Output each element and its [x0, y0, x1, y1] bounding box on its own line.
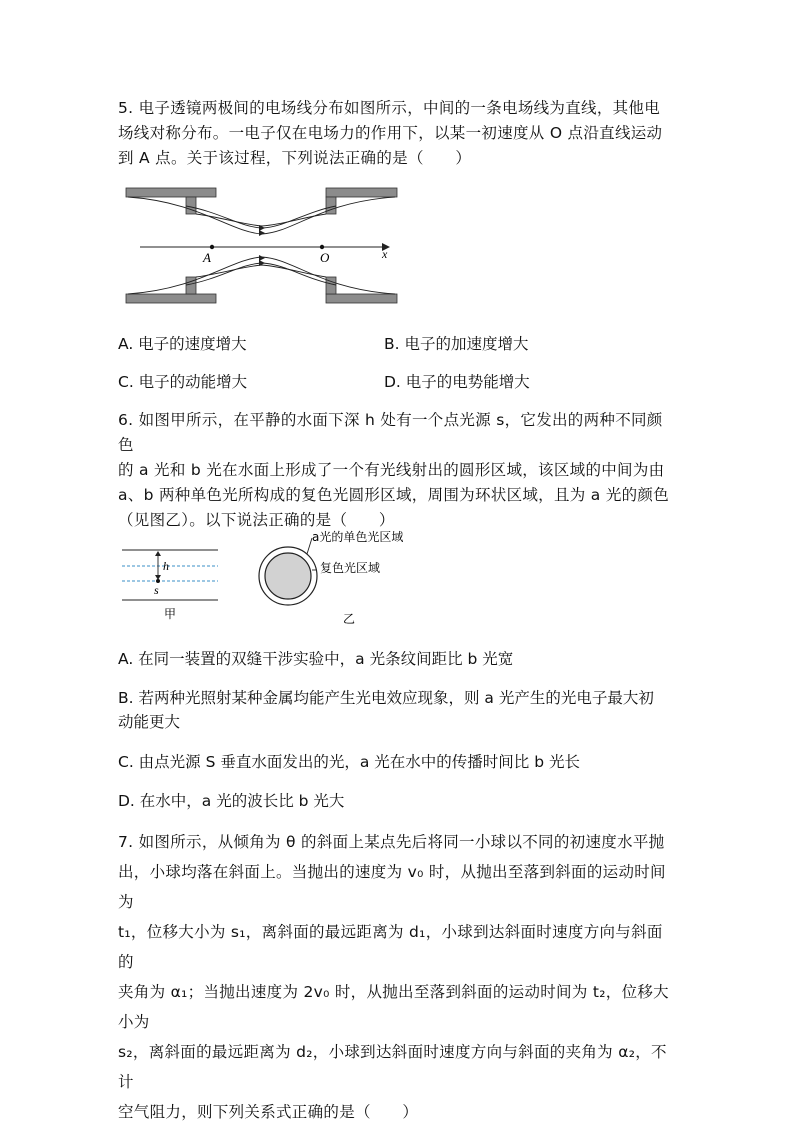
- q6-ring-label: a光的单色光区域: [312, 530, 404, 544]
- q7-stem: [118, 827, 678, 1127]
- q6-line-1: 6. 如图甲所示，在平静的水面下深 h 处有一个点光源 s，它发出的两种不同颜色: [118, 411, 663, 454]
- q6-figure-jia: [118, 544, 224, 624]
- q5-option-a[interactable]: A. 电子的速度增大: [118, 335, 247, 353]
- q7-line-4: 夹角为 α₁；当抛出速度为 2v₀ 时，从抛出至落到斜面的运动时间为 t₂，位移大小为: [118, 983, 669, 1031]
- q5-electron-lens-figure: [120, 182, 410, 312]
- q6-option-b-line-1[interactable]: B. 若两种光照射某种金属均能产生光电效应现象，则 a 光产生的光电子最大初: [118, 689, 654, 707]
- q6-line-2: 的 a 光和 b 光在水面上形成了一个有光线射出的圆形区域，该区域的中间为由: [118, 461, 665, 479]
- q6-stem: [118, 408, 678, 533]
- q7-line-3: t₁，位移大小为 s₁，离斜面的最远距离为 d₁，小球到达斜面时速度方向与斜面的: [118, 923, 663, 971]
- q5-option-b[interactable]: B. 电子的加速度增大: [384, 335, 529, 353]
- q5-label-x: x: [382, 247, 388, 261]
- q7-line-6: 空气阻力，则下列关系式正确的是（ ）: [118, 1103, 419, 1121]
- q5-stem: [118, 96, 678, 171]
- q6-line-3: a、b 两种单色光所构成的复色光圆形区域，周围为环状区域，且为 a 光的颜色: [118, 486, 670, 504]
- q6-option-b-line-2[interactable]: 动能更大: [118, 713, 181, 731]
- q6-option-d[interactable]: D. 在水中，a 光的波长比 b 光大: [118, 792, 345, 810]
- q5-option-c[interactable]: C. 电子的动能增大: [118, 373, 248, 391]
- q6-option-c[interactable]: C. 由点光源 S 垂直水面发出的光，a 光在水中的传播时间比 b 光长: [118, 753, 580, 771]
- q5-option-d[interactable]: D. 电子的电势能增大: [384, 373, 530, 391]
- q6-line-4: （见图乙）。以下说法正确的是（ ）: [118, 511, 395, 529]
- q6-caption-yi: 乙: [343, 612, 356, 626]
- q5-label-A: A: [203, 250, 211, 265]
- q7-line-5: s₂，离斜面的最远距离为 d₂，小球到达斜面时速度方向与斜面的夹角为 α₂，不计: [118, 1043, 667, 1091]
- q6-option-a[interactable]: A. 在同一装置的双缝干涉实验中，a 光条纹间距比 b 光宽: [118, 650, 514, 668]
- q6-caption-jia: 甲: [164, 607, 177, 621]
- q5-line-1: 5. 电子透镜两极间的电场线分布如图所示，中间的一条电场线为直线，其他电: [118, 99, 661, 117]
- q6-figure-yi: [250, 524, 440, 632]
- q5-line-2: 场线对称分布。一电子仅在电场力的作用下，以某一初速度从 O 点沿直线运动: [118, 124, 663, 142]
- q7-line-1: 7. 如图所示，从倾角为 θ 的斜面上某点先后将同一小球以不同的初速度水平抛: [118, 833, 665, 851]
- q6-label-h: h: [163, 559, 169, 573]
- q5-label-O: O: [320, 250, 330, 265]
- q6-label-s: s: [154, 583, 159, 597]
- q7-line-2: 出，小球均落在斜面上。当抛出的速度为 v₀ 时，从抛出至落到斜面的运动时间为: [118, 863, 666, 911]
- q6-center-label: 复色光区域: [320, 561, 381, 575]
- q5-line-3: 到 A 点。关于该过程，下列说法正确的是（ ）: [118, 149, 472, 167]
